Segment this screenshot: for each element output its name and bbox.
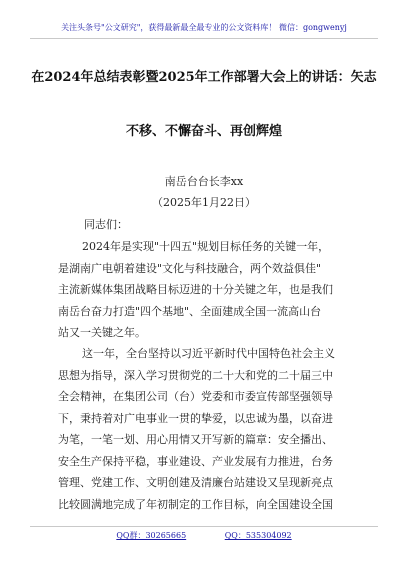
paragraph-line: 下，秉持着对广电事业一贯的挚爱，以忠诚为墨，以奋进 <box>58 411 333 425</box>
footer-qq-contact[interactable]: QQ：535304092 <box>224 531 292 540</box>
paragraph-line: 为笔，一笔一划、用心用情又开写新的篇章：安全播出、 <box>58 433 333 446</box>
paragraph-line: 比较圆满地完成了年初制定的工作目标，向全国建设全国 <box>58 497 333 511</box>
paragraph-line: 思想为指导，深入学习贯彻党的二十大和党的二十届三中 <box>58 368 333 382</box>
document-title-line-1: 在2024年总结表彰暨2025年工作部署大会上的讲话：矢志 <box>31 70 377 85</box>
paragraph-1 <box>58 236 354 344</box>
footer-qq-group[interactable]: QQ群：30265665 <box>116 531 187 540</box>
header-divider <box>30 38 378 39</box>
paragraph-line: 全会精神，在集团公司（台）党委和市委宣传部坚强领导 <box>58 390 333 403</box>
date-line: （2025年1月22日） <box>152 196 256 209</box>
footer <box>0 530 408 541</box>
paragraph-line: 安全生产保持平稳，事业建设、产业发展有力推进，台务 <box>58 454 333 468</box>
paragraph-line: 2024年是实现"十四五"规划目标任务的关键一年， <box>82 240 330 253</box>
paragraph-line: 这一年，全台坚持以习近平新时代中国特色社会主义 <box>82 347 335 360</box>
footer-divider <box>30 526 378 527</box>
paragraph-line: 管理、党建工作、文明创建及清廉台站建设又呈现新亮点 <box>58 476 333 489</box>
document-title-line-2: 不移、不懈奋斗、再创辉煌 <box>125 124 282 139</box>
paragraph-line: 主流新媒体集团战略目标迈进的十分关键之年，也是我们 <box>58 283 333 296</box>
paragraph-2 <box>58 343 354 515</box>
paragraph-line: 是湖南广电朝着建设"文化与科技融合，两个效益俱佳" <box>58 261 322 275</box>
paragraph-line: 站又一关键之年。 <box>58 326 146 339</box>
author-line: 南岳台台长李xx <box>164 175 244 188</box>
paragraph-line: 南岳台奋力打造"四个基地"、全面建成全国一流高山台 <box>58 304 322 318</box>
salutation: 同志们： <box>84 218 128 231</box>
header-banner: 关注头条号"公文研究"，获得最新最全最专业的公文资料库！ 微信：gongwenyj <box>61 23 347 32</box>
